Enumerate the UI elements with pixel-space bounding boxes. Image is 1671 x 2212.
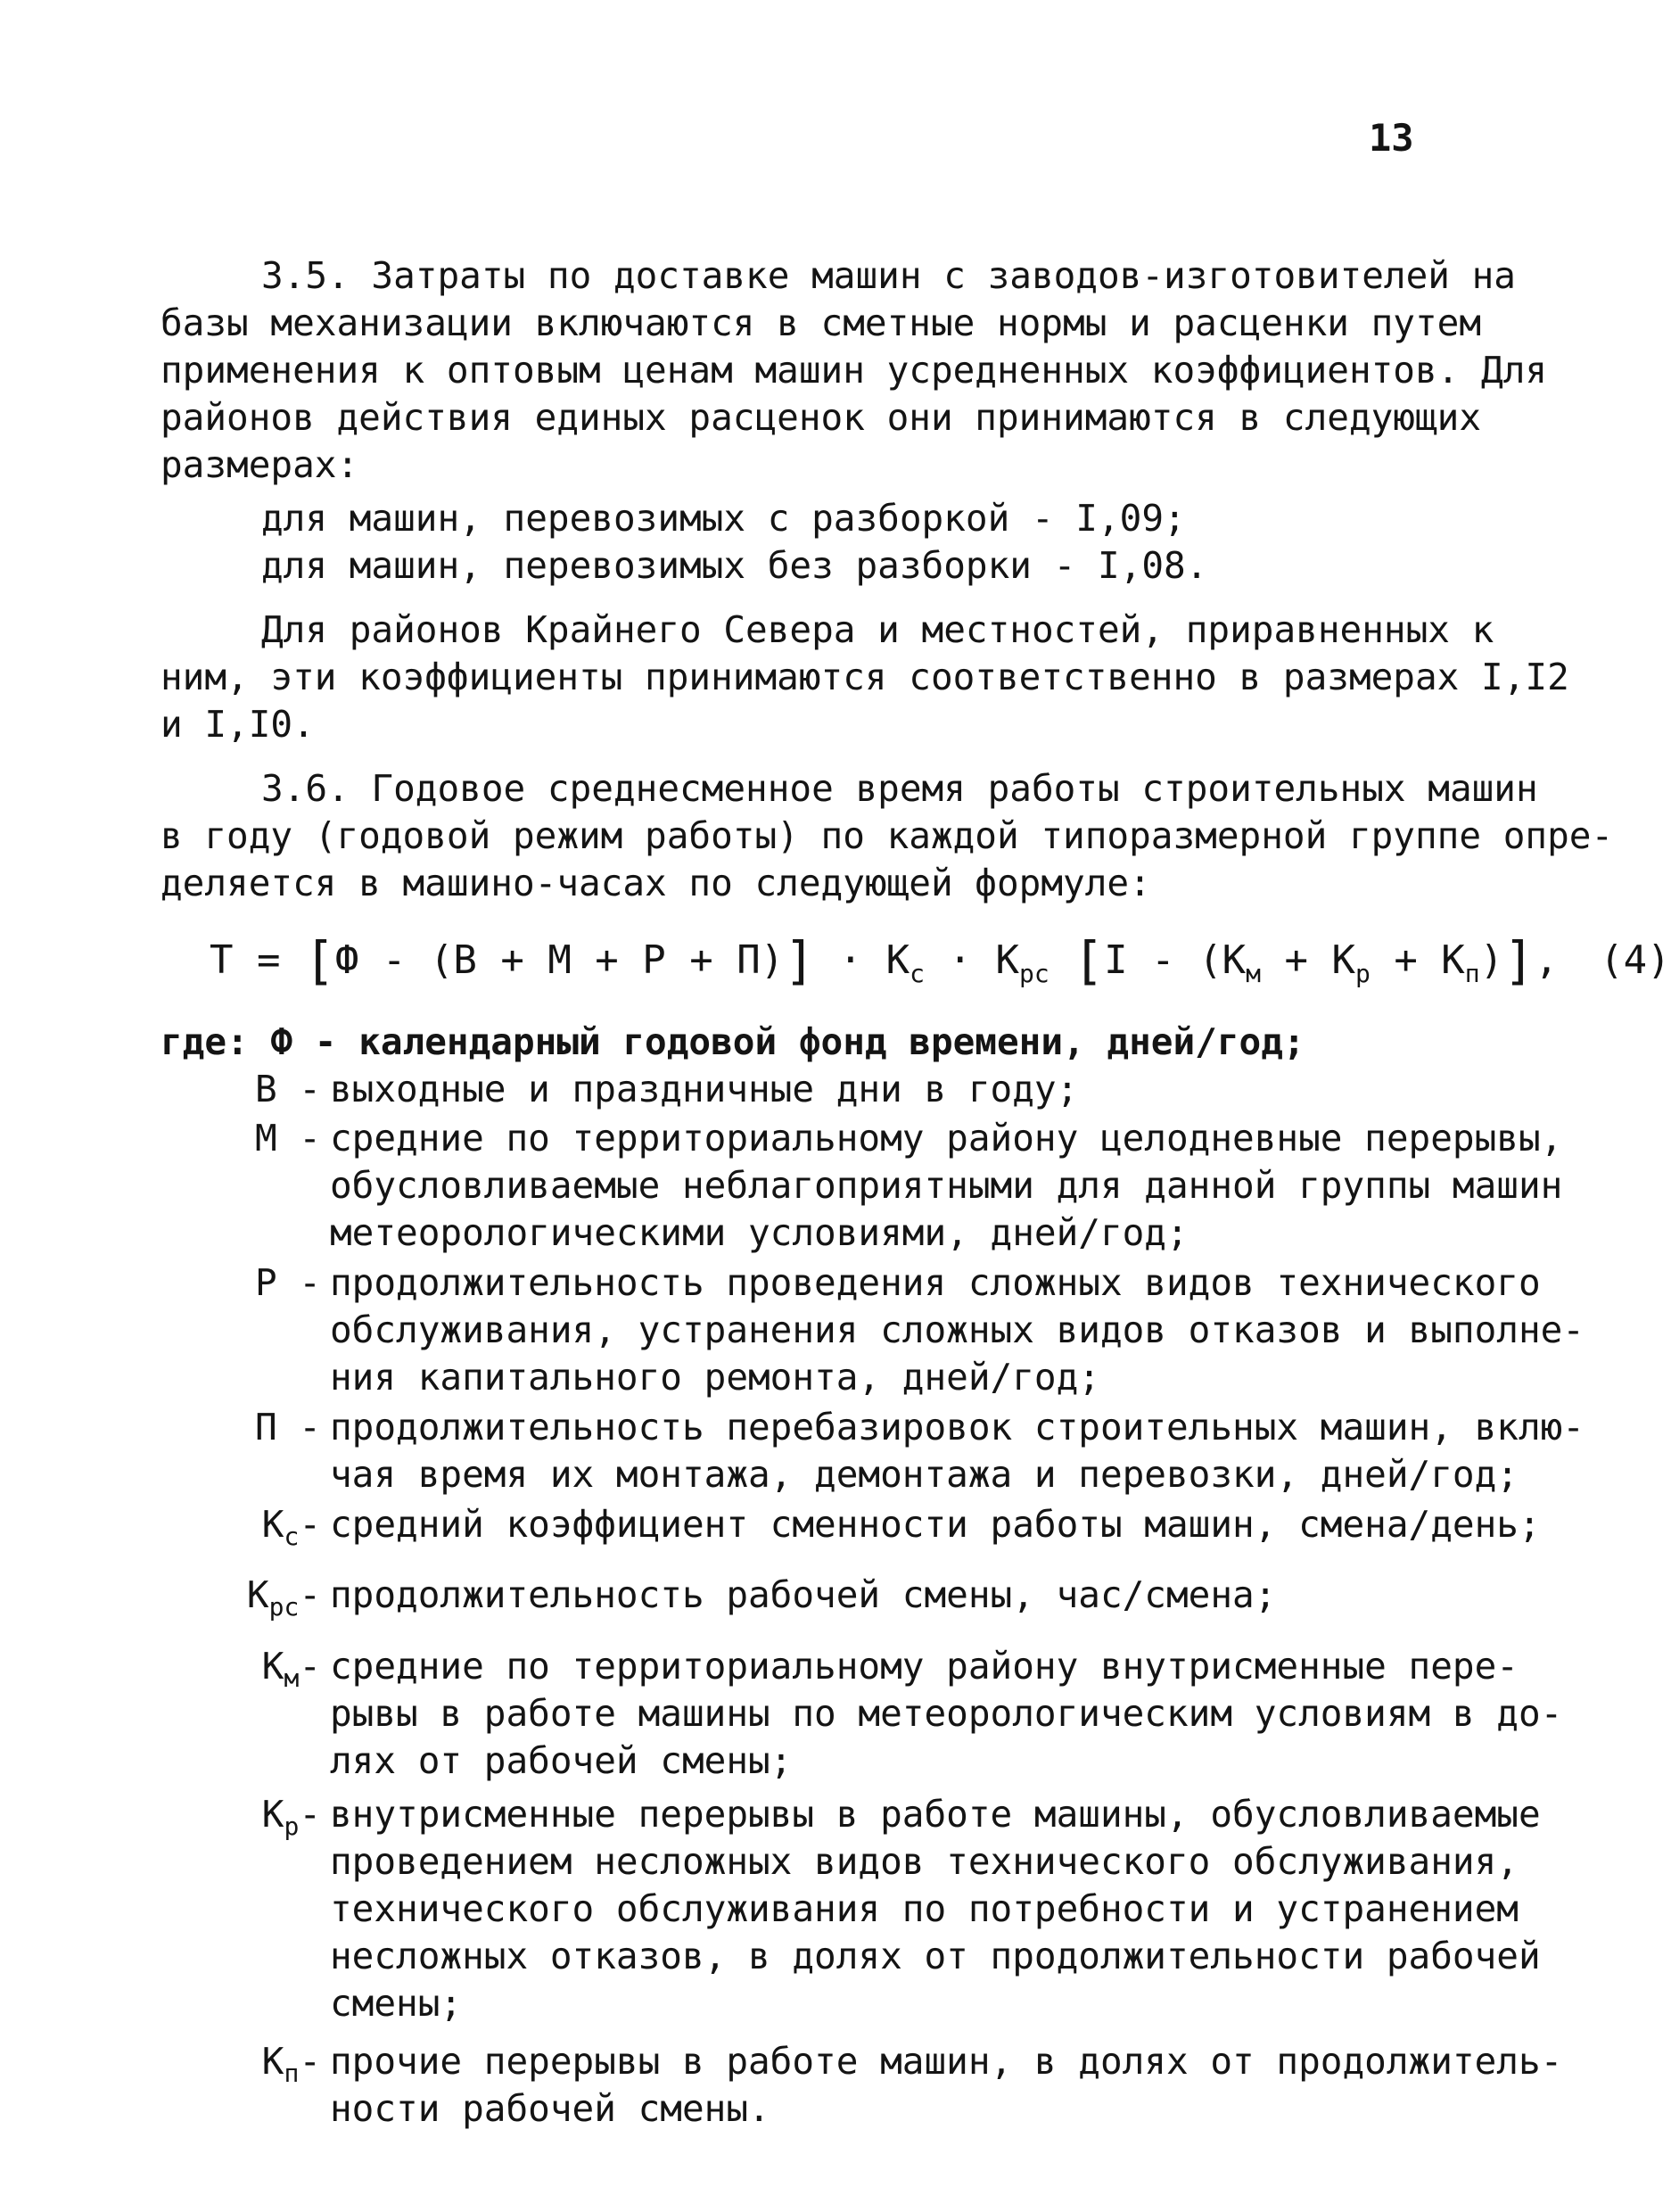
- definition-line: лях от рабочей смены;: [330, 1739, 793, 1782]
- formula-kp-sub: п: [1464, 958, 1480, 988]
- definition-line: проведением несложных видов технического обслуживания,: [330, 1840, 1519, 1883]
- where-label: где: Ф - календарный годовой фонд времени, дней/год;: [161, 1020, 1305, 1063]
- definition-line: обслуживания, устранения сложных видов отказов и выполне-: [330, 1308, 1585, 1351]
- paragraph-line: районов действия единых расценок они принимаются в следующих: [161, 396, 1482, 439]
- definition-line: ности рабочей смены.: [330, 2087, 770, 2130]
- definition-line: технического обслуживания по потребности и устранением: [330, 1887, 1519, 1930]
- definition-line: смены;: [330, 1982, 463, 2025]
- formula-plus: + К: [1394, 937, 1465, 983]
- paragraph-line: Для районов Крайнего Севера и местностей, приравненных к: [261, 608, 1494, 651]
- page-number: 13: [1369, 116, 1414, 160]
- formula-bracket2-tail: ): [1479, 937, 1504, 983]
- formula-bracket: ]: [1503, 930, 1535, 991]
- paragraph-line: и I,I0.: [161, 703, 315, 746]
- formula-bracket2-prefix: I - (К: [1104, 937, 1247, 983]
- paragraph-line: базы механизации включаются в сметные нормы и расценки путем: [161, 301, 1482, 344]
- formula-km-sub: м: [1246, 958, 1261, 988]
- formula-kc-sub: с: [910, 958, 926, 988]
- definition-symbol: М -: [254, 1117, 321, 1160]
- definition-symbol-kr: $К_р-$: [261, 1793, 321, 1842]
- definition-line: обусловливаемые неблагоприятными для данной группы машин: [330, 1164, 1563, 1207]
- paragraph-line: 3.6. Годовое среднесменное время работы строительных машин: [261, 767, 1538, 810]
- formula-comma: ,: [1535, 937, 1559, 983]
- definition-symbol: В -: [254, 1068, 321, 1110]
- definition-line: внутрисменные перерывы в работе машины, обусловливаемые: [330, 1793, 1541, 1836]
- definition-line: несложных отказов, в долях от продолжительности рабочей: [330, 1935, 1541, 1977]
- paragraph-line: 3.5. Затраты по доставке машин с заводов-изготовителей на: [261, 254, 1516, 297]
- definition-symbol: П -: [254, 1406, 321, 1449]
- formula-kc: К: [885, 937, 910, 983]
- definition-symbol-kp: $К_п-$: [261, 2040, 321, 2089]
- definition-line: средний коэффициент сменности работы машин, смена/день;: [330, 1503, 1541, 1546]
- definition-line: продолжительность рабочей смены, час/смена;: [330, 1573, 1277, 1616]
- definition-line: метеорологическими условиями, дней/год;: [330, 1211, 1189, 1254]
- formula-bracket: ]: [784, 930, 816, 991]
- definition-line: выходные и праздничные дни в году;: [330, 1068, 1079, 1110]
- formula-bracket: [: [303, 930, 335, 991]
- formula-dot: ·: [838, 937, 863, 983]
- formula-kr-sub: р: [1354, 958, 1371, 988]
- formula-krs-sub: рс: [1019, 958, 1050, 988]
- definition-line: средние по территориальному району целодневные перерывы,: [330, 1117, 1563, 1160]
- definition-line: продолжительность перебазировок строительных машин, вклю-: [330, 1406, 1585, 1449]
- paragraph-line: в году (годовой режим работы) по каждой типоразмерной группе опре-: [161, 814, 1614, 857]
- definition-line: прочие перерывы в работе машин, в долях от продолжитель-: [330, 2040, 1563, 2083]
- definition-line: ния капитального ремонта, дней/год;: [330, 1356, 1100, 1399]
- paragraph-line: деляется в машино-часах по следующей формуле:: [161, 862, 1151, 904]
- formula-dot: ·: [948, 937, 973, 983]
- definition-symbol: Р -: [254, 1261, 321, 1304]
- paragraph-line: размерах:: [161, 443, 359, 486]
- definition-symbol-kc: $К_с-$: [261, 1503, 321, 1552]
- formula-bracket: [: [1073, 930, 1105, 991]
- paragraph-line: ним, эти коэффициенты принимаются соответственно в размерах I,I2: [161, 656, 1569, 698]
- formula-4: [210, 930, 1671, 991]
- coefficient-item: для машин, перевозимых с разборкой - I,09;: [261, 497, 1186, 540]
- definition-line: продолжительность проведения сложных видов технического: [330, 1261, 1541, 1304]
- formula-lhs: T =: [210, 937, 281, 983]
- definition-line: рывы в работе машины по метеорологическим условиям в до-: [330, 1692, 1563, 1735]
- formula-number: (4): [1600, 937, 1671, 983]
- definition-symbol-km: $К_м-$: [261, 1645, 321, 1694]
- formula-bracket-content: Ф - (В + М + Р + П): [334, 937, 785, 983]
- formula-krs: К: [995, 937, 1020, 983]
- coefficient-item: для машин, перевозимых без разборки - I,08.: [261, 544, 1208, 587]
- formula-plus: + К: [1284, 937, 1355, 983]
- paragraph-line: применения к оптовым ценам машин усредненных коэффициентов. Для: [161, 349, 1548, 392]
- definition-symbol-krs: $К_{рс}-$: [246, 1573, 321, 1622]
- definition-line: средние по территориальному району внутрисменные пере-: [330, 1645, 1519, 1688]
- definition-line: чая время их монтажа, демонтажа и перевозки, дней/год;: [330, 1453, 1519, 1496]
